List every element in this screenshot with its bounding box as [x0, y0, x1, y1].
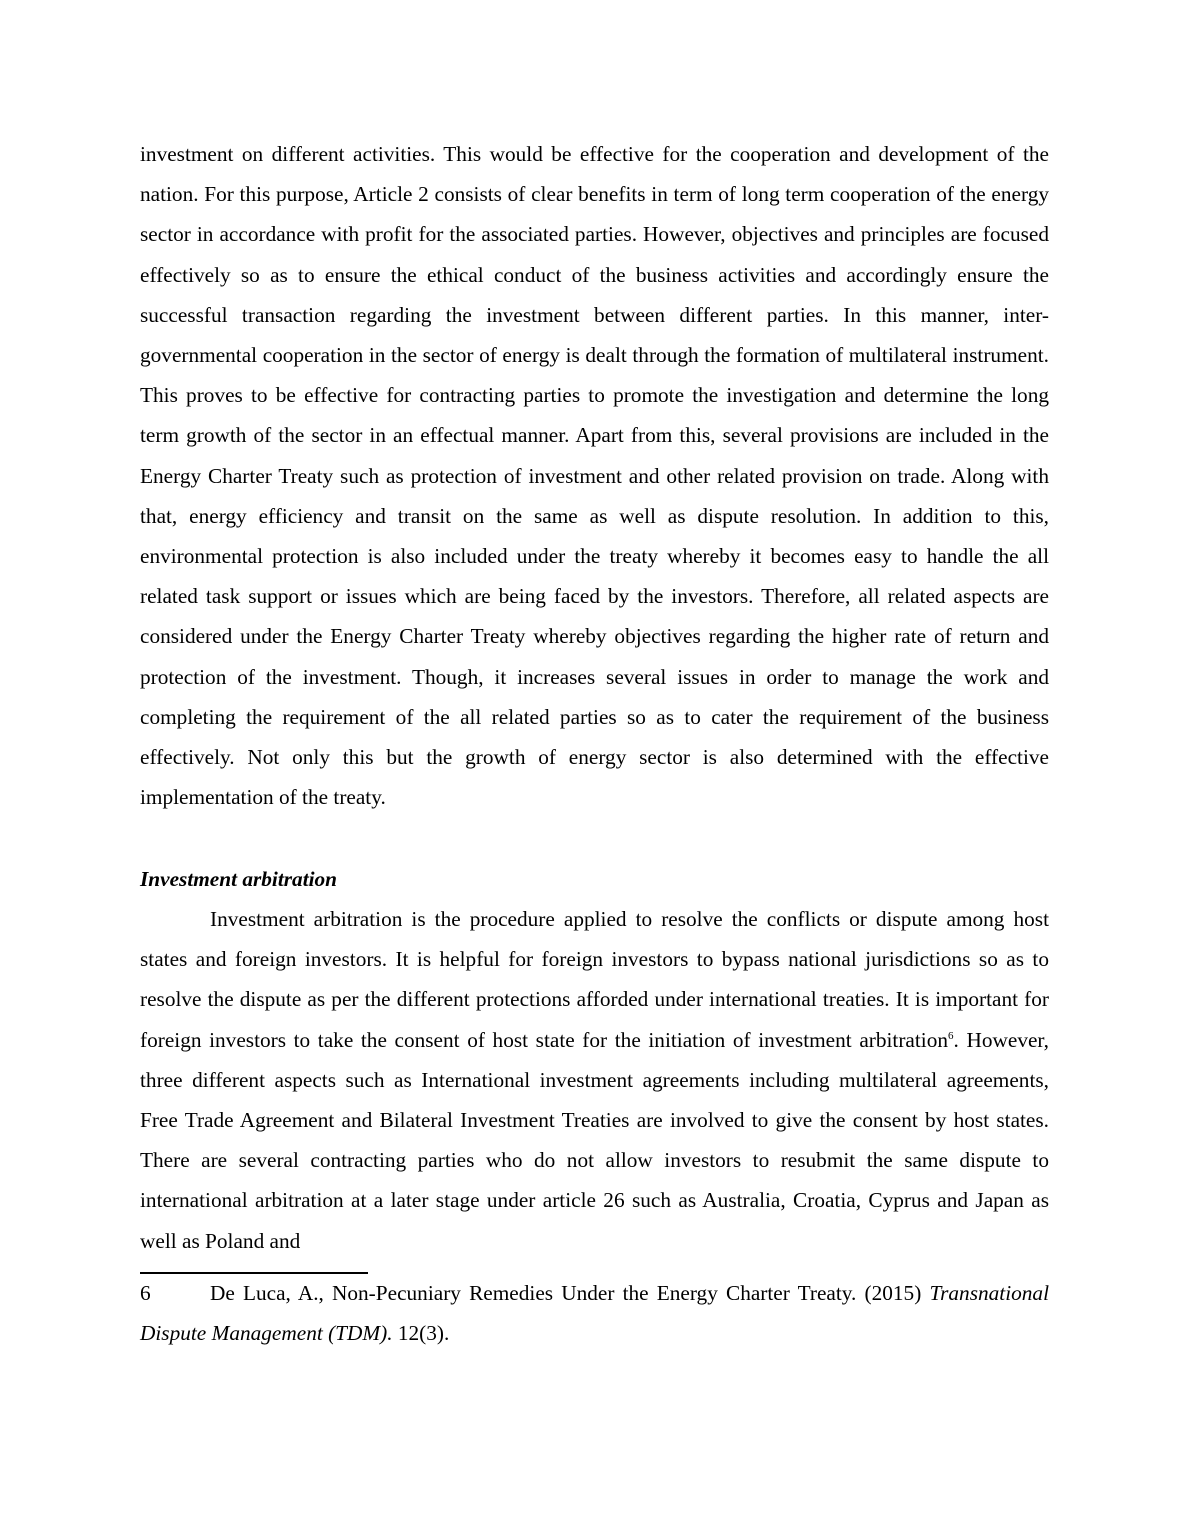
- section-heading: Investment arbitration: [140, 867, 338, 891]
- footnote-citation: De Luca, A., Non-Pecuniary Remedies Under the Energy Charter Treaty. (2015): [210, 1281, 930, 1305]
- footnote: [140, 1273, 1049, 1353]
- body-paragraph: investment on different activities. This would be effective for the cooperation and development of the nation. For this purpose, Article 2 consists of clear benefits in term of long term cooperation of the energy sector in accordance with profit for the associated parties. However, objectives and principles are focused effectively so as to ensure the ethical conduct of the business activities and accordingly ensure the successful transaction regarding the investment between different parties. In this manner, inter-governmental cooperation in the sector of energy is dealt through the formation of multilateral instrument. This proves to be effective for contracting parties to promote the investigation and determine the long term growth of the sector in an effectual manner. Apart from this, several provisions are included in the Energy Charter Treaty such as protection of investment and other related provision on trade. Along with that, energy efficiency and transit on the same as well as dispute resolution. In addition to this, environmental protection is also included under the treaty whereby it becomes easy to handle the all related task support or issues which are being faced by the investors. Therefore, all related aspects are considered under the Energy Charter Treaty whereby objectives regarding the higher rate of return and protection of the investment. Though, it increases several issues in order to manage the work and completing the requirement of the all related parties so as to cater the requirement of the business effectively. Not only this but the growth of energy sector is also determined with the effective implementation of the treaty.: [140, 142, 1049, 810]
- footnote-reference[interactable]: 6: [948, 1029, 954, 1042]
- footnote-journal: Transnational Dispute Management (TDM).: [140, 1281, 1049, 1346]
- footnote-volume: 12(3).: [392, 1321, 450, 1346]
- paragraph-text-before-footnote: Investment arbitration is the procedure applied to resolve the conflicts or dispute among host states and foreign investors. It is helpful for foreign investors to bypass national jurisdictions so as to resolve the dispute as per the different protections afforded under international treaties. It is important for foreign investors to take the consent of host state for the initiation of investment arbitration: [140, 907, 1049, 1052]
- paragraph-text-after-footnote: . However, three different aspects such as International investment agreements including multilateral agreements, Free Trade Agreement and Bilateral Investment Treaties are involved to give the consent by host states. There are several contracting parties who do not allow investors to resubmit the same dispute to international arbitration at a later stage under article 26 such as Australia, Croatia, Cyprus and Japan as well as Poland and: [140, 1027, 1049, 1253]
- footnote-number: 6: [140, 1281, 151, 1305]
- body-paragraph-arbitration: [140, 899, 1049, 1261]
